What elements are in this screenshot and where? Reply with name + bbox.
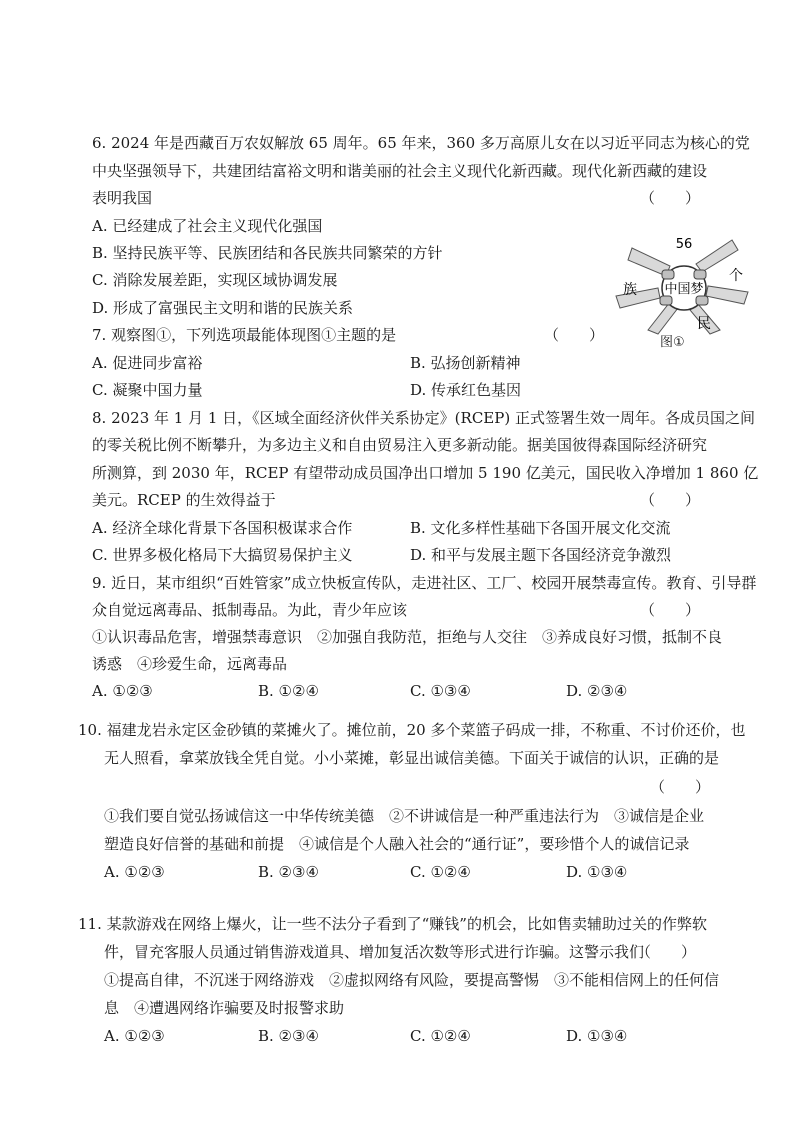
q11-option-b: B. ②③④ (258, 1027, 319, 1045)
q10-answer-bracket: （ ） (650, 778, 711, 796)
q7-option-d: D. 传承红色基因 (410, 381, 522, 399)
q10-option-a: A. ①②③ (104, 863, 165, 881)
q7-option-b: B. 弘扬创新精神 (410, 354, 521, 372)
q10-statements-line-1: ①我们要自觉弘扬诚信这一中华传统美德 ②不讲诚信是一种严重违法行为 ③诚信是企业 (104, 807, 705, 825)
q11-option-d: D. ①③④ (566, 1027, 628, 1045)
figure-label-56: 56 (675, 237, 693, 252)
q9-stem-line-2: 众自觉远离毒品、抵制毒品。为此，青少年应该 (92, 601, 408, 619)
figure-label-min: 民 (697, 316, 711, 332)
q10-stem-line-2: 无人照看，拿菜放钱全凭自觉。小小菜摊，彰显出诚信美德。下面关于诚信的认识，正确的是 (104, 749, 720, 767)
q9-option-c: C. ①③④ (410, 682, 471, 700)
q10-option-b: B. ②③④ (258, 863, 319, 881)
hands-circle-icon (612, 226, 752, 336)
q8-option-d: D. 和平与发展主题下各国经济竞争激烈 (410, 546, 672, 564)
q7-option-a: A. 促进同步富裕 (92, 354, 203, 372)
q8-stem-line-2: 的零关税比例不断攀升，为多边主义和自由贸易注入更多新动能。据美国彼得森国际经济研究 (92, 436, 708, 454)
q6-option-d: D. 形成了富强民主文明和谐的民族关系 (92, 299, 354, 317)
q8-answer-bracket: （ ） (640, 491, 701, 509)
q8-stem-line-3: 所测算，到 2030 年，RCEP 有望带动成员国净出口增加 5 190 亿美元，国民收入净增加 1 860 亿 (92, 464, 759, 482)
q8-option-c: C. 世界多极化格局下大搞贸易保护主义 (92, 546, 353, 564)
q11-option-a: A. ①②③ (104, 1027, 165, 1045)
q6-answer-bracket: （ ） (640, 189, 701, 207)
q11-option-c: C. ①②④ (410, 1027, 471, 1045)
q7-stem-line-1: 7. 观察图①，下列选项最能体现图①主题的是 (92, 326, 397, 344)
q8-option-a: A. 经济全球化背景下各国积极谋求合作 (92, 519, 353, 537)
q9-option-a: A. ①②③ (92, 682, 153, 700)
q10-option-c: C. ①②④ (410, 863, 471, 881)
q6-option-b: B. 坚持民族平等、民族团结和各民族共同繁荣的方针 (92, 244, 443, 262)
q11-stem-line-2: 件，冒充客服人员通过销售游戏道具、增加复活次数等形式进行诈骗。这警示我们 (104, 943, 645, 961)
q8-stem-line-1: 8. 2023 年 1 月 1 日，《区域全面经济伙伴关系协定》(RCEP) 正式签署生效一周年。各成员国之间 (92, 409, 755, 427)
q6-stem-line-2: 中央坚强领导下，共建团结富裕文明和谐美丽的社会主义现代化新西藏。现代化新西藏的建设 (92, 162, 708, 180)
q11-statements-line-2: 息 ④遭遇网络诈骗要及时报警求助 (104, 999, 345, 1017)
q11-answer-bracket: （ ） (636, 943, 697, 961)
q7-answer-bracket: （ ） (544, 326, 605, 344)
q11-statements-line-1: ①提高自律，不沉迷于网络游戏 ②虚拟网络有风险，要提高警惕 ③不能相信网上的任何信 (104, 971, 720, 989)
q9-answer-bracket: （ ） (640, 601, 701, 619)
figure-label-zu: 族 (623, 282, 637, 298)
q9-statements-line-2: 诱惑 ④珍爱生命，远离毒品 (92, 655, 288, 673)
q6-option-c: C. 消除发展差距，实现区域协调发展 (92, 271, 338, 289)
q8-stem-line-4: 美元。RCEP 的生效得益于 (92, 491, 276, 509)
q6-stem-line-1: 6. 2024 年是西藏百万农奴解放 65 周年。65 年来，360 多万高原儿女在以习近平同志为核心的党 (92, 134, 750, 152)
q8-option-b: B. 文化多样性基础下各国开展文化交流 (410, 519, 671, 537)
q11-stem-line-1: 11. 某款游戏在网络上爆火，让一些不法分子看到了“赚钱”的机会，比如售卖辅助过关的作弊软 (78, 915, 707, 933)
q7-option-c: C. 凝聚中国力量 (92, 381, 203, 399)
q6-stem-line-3: 表明我国 (92, 189, 153, 207)
q10-stem-line-1: 10. 福建龙岩永定区金砂镇的菜摊火了。摊位前，20 多个菜篮子码成一排，不称重、不讨价还价，也 (78, 721, 746, 739)
figure-label-ge: 个 (729, 268, 743, 284)
q9-option-b: B. ①②④ (258, 682, 319, 700)
q6-option-a: A. 已经建成了社会主义现代化强国 (92, 217, 323, 235)
figure-label-china-dream: 中国梦 (664, 282, 704, 297)
q9-option-d: D. ②③④ (566, 682, 628, 700)
q10-statements-line-2: 塑造良好信誉的基础和前提 ④诚信是个人融入社会的“通行证”，要珍惜个人的诚信记录 (104, 835, 690, 853)
q9-stem-line-1: 9. 近日，某市组织“百姓管家”成立快板宣传队，走进社区、工厂、校园开展禁毒宣传。教育、引导群 (92, 574, 757, 592)
q10-option-d: D. ①③④ (566, 863, 628, 881)
q9-statements-line-1: ①认识毒品危害，增强禁毒意识 ②加强自我防范，拒绝与人交往 ③养成良好习惯，抵制不良 (92, 628, 723, 646)
figure-caption: 图① (660, 335, 685, 350)
